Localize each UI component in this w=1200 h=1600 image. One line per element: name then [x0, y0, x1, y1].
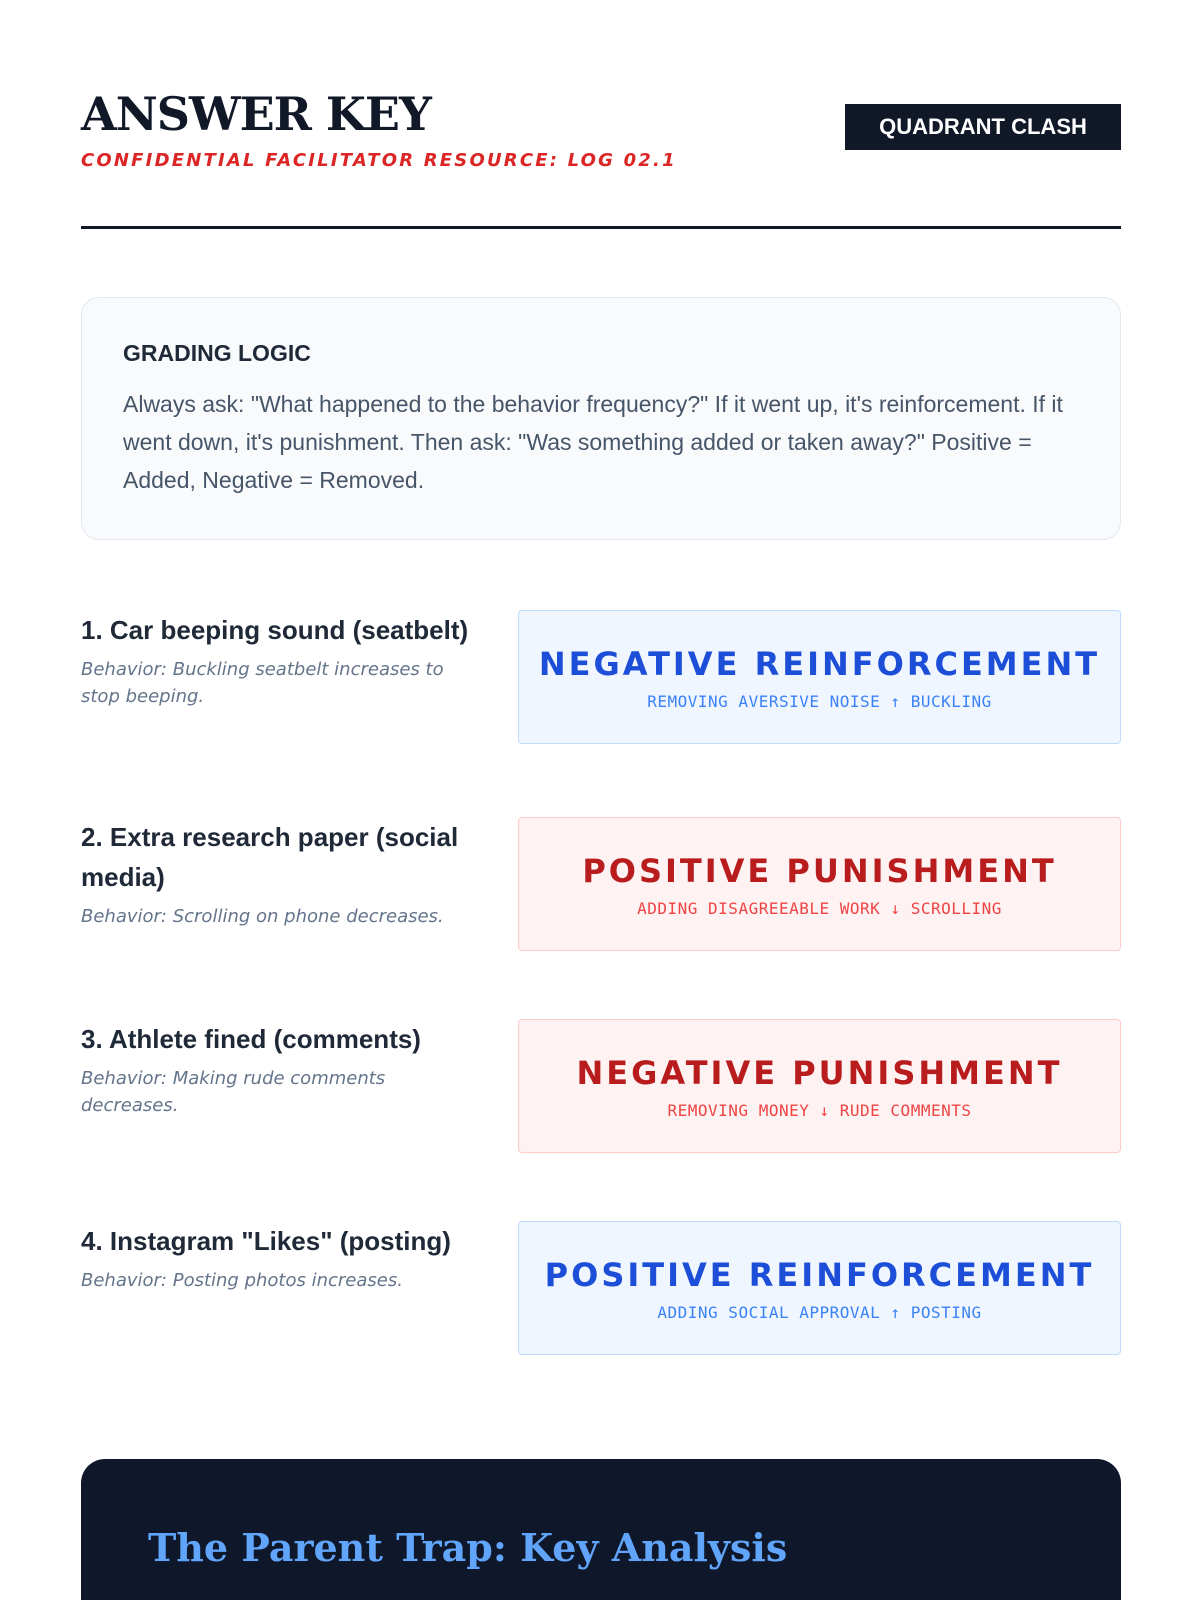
header-divider [81, 226, 1121, 229]
answer-label: NEGATIVE REINFORCEMENT [538, 644, 1101, 683]
question-title: 4. Instagram "Likes" (posting) [81, 1226, 451, 1256]
question-row [81, 610, 1121, 744]
page-title: ANSWER KEY [81, 87, 431, 141]
question-row [81, 817, 1121, 951]
question-behavior: Behavior: Buckling seatbelt increases to stop beeping. [81, 659, 444, 707]
quadrant-clash-badge: QUADRANT CLASH [845, 104, 1121, 150]
question-row [81, 1019, 1121, 1153]
question-title: 1. Car beeping sound (seatbelt) [81, 615, 469, 645]
answer-card [518, 1019, 1121, 1153]
answer-label: NEGATIVE PUNISHMENT [576, 1053, 1063, 1092]
answer-card [518, 817, 1121, 951]
answer-label: POSITIVE REINFORCEMENT [544, 1255, 1095, 1294]
grading-logic-text: Always ask: "What happened to the behavior frequency?" If it went up, it's reinforcement. If it went down, it's punishment. Then ask: "Was something added or taken away?" Positive = Added, Negative = Removed. [123, 391, 1063, 493]
answer-card [518, 1221, 1121, 1355]
question-prompt [81, 817, 481, 930]
page-header [81, 88, 1121, 228]
question-behavior: Behavior: Posting photos increases. [81, 1270, 403, 1291]
grading-logic-title: GRADING LOGIC [123, 340, 311, 366]
answer-detail: REMOVING AVERSIVE NOISE ↑ BUCKLING [647, 691, 992, 711]
question-title: 2. Extra research paper (social media) [81, 822, 459, 892]
parent-trap-analysis-panel [81, 1459, 1121, 1600]
question-prompt [81, 610, 481, 710]
question-row [81, 1221, 1121, 1355]
grading-logic-box [81, 297, 1121, 540]
question-prompt [81, 1221, 481, 1294]
answer-label: POSITIVE PUNISHMENT [582, 851, 1057, 890]
question-behavior: Behavior: Making rude comments decreases. [81, 1068, 386, 1116]
analysis-title: The Parent Trap: Key Analysis [148, 1525, 788, 1570]
question-prompt [81, 1019, 481, 1119]
answer-detail: REMOVING MONEY ↓ RUDE COMMENTS [667, 1100, 972, 1120]
answer-card [518, 610, 1121, 744]
question-title: 3. Athlete fined (comments) [81, 1024, 421, 1054]
question-behavior: Behavior: Scrolling on phone decreases. [81, 906, 444, 927]
answer-detail: ADDING DISAGREEABLE WORK ↓ SCROLLING [637, 898, 1002, 918]
page-subtitle: CONFIDENTIAL FACILITATOR RESOURCE: LOG 02.1 [81, 150, 677, 171]
answer-detail: ADDING SOCIAL APPROVAL ↑ POSTING [657, 1302, 982, 1322]
